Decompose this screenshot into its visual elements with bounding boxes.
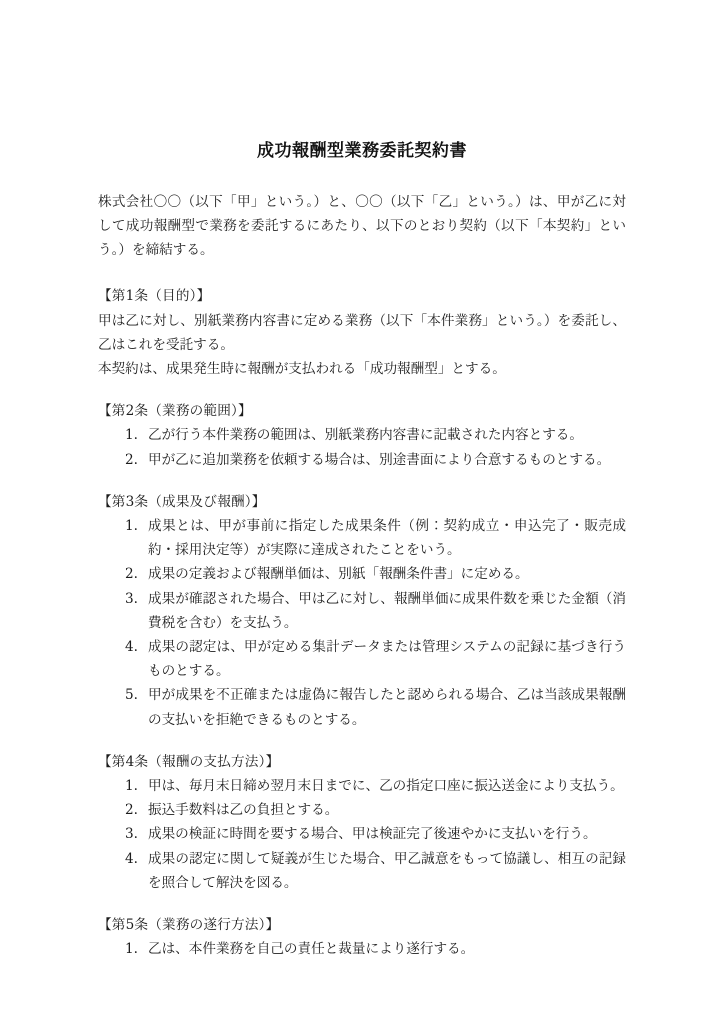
clause-number: 1. [125,427,138,444]
clause-item [98,448,626,472]
clause-item [98,635,626,683]
clause-item [98,423,626,447]
page-title: 成功報酬型業務委託契約書 [257,141,467,161]
clause-number: 3. [125,826,138,843]
clause-text: 振込手数料は乙の負担とする。 [148,802,339,819]
clause-item [98,587,626,635]
article-3 [98,490,626,732]
clause-item [98,798,626,822]
clause-item [98,514,626,562]
clause-number: 4. [125,639,138,656]
clause-item [98,683,626,731]
clause-number: 3. [125,590,138,607]
document-body [98,164,626,962]
article-1-heading: 【第1条（目的）】 [98,288,211,305]
clause-item [98,937,626,961]
article-2-clause-list [98,423,626,471]
clause-number: 1. [125,778,138,795]
clause-item [98,847,626,895]
article-1 [98,284,626,381]
clause-item [98,774,626,798]
clause-text: 甲は、毎月末日締め翌月末日までに、乙の指定口座に振込送金により支払う。 [148,778,624,795]
clause-number: 5. [125,687,138,704]
article-3-heading: 【第3条（成果及び報酬）】 [98,493,266,510]
article-4 [98,750,626,895]
clause-number: 4. [125,850,138,867]
article-2 [98,399,626,472]
preamble-paragraph: 株式会社〇〇（以下「甲」という。）と、〇〇（以下「乙」という。）は、甲が乙に対して成功報酬型で業務を委託するにあたり、以下のとおり契約（以下「本契約」という。）を締結する。 [98,193,626,259]
clause-number: 1. [125,518,138,535]
article-5-heading: 【第5条（業務の遂行方法）】 [98,917,280,934]
clause-text: 乙が行う本件業務の範囲は、別紙業務内容書に記載された内容とする。 [148,427,583,444]
clause-text: 甲が成果を不正確または虚偽に報告したと認められる場合、乙は当該成果報酬の支払いを拒絶できるものとする。 [148,687,626,728]
clause-number: 2. [125,566,138,583]
article-4-heading: 【第4条（報酬の支払方法）】 [98,753,280,770]
article-1-paragraph-1: 甲は乙に対し、別紙業務内容書に定める業務（以下「本件業務」という。）を委託し、乙はこれを受託する。 [98,312,626,353]
clause-text: 成果の認定に関して疑義が生じた場合、甲乙誠意をもって協議し、相互の記録を照合して解決を図る。 [148,850,626,891]
clause-number: 1. [125,941,138,958]
clause-text: 成果の検証に時間を要する場合、甲は検証完了後速やかに支払いを行う。 [148,826,597,843]
article-5-clause-list [98,937,626,961]
article-1-paragraph-2: 本契約は、成果発生時に報酬が支払われる「成功報酬型」とする。 [98,361,506,378]
clause-number: 2. [125,802,138,819]
clause-text: 甲が乙に追加業務を依頼する場合は、別途書面により合意するものとする。 [148,451,611,468]
clause-text: 成果の定義および報酬単価は、別紙「報酬条件書」に定める。 [148,566,529,583]
article-2-heading: 【第2条（業務の範囲）】 [98,403,252,420]
article-3-clause-list [98,514,626,732]
clause-text: 成果とは、甲が事前に指定した成果条件（例：契約成立・申込完了・販売成約・採用決定等）が実際に達成されたことをいう。 [148,518,626,559]
clause-text: 乙は、本件業務を自己の責任と裁量により遂行する。 [148,941,475,958]
clause-item [98,822,626,846]
clause-item [98,562,626,586]
clause-number: 2. [125,451,138,468]
clause-text: 成果が確認された場合、甲は乙に対し、報酬単価に成果件数を乗じた金額（消費税を含む）を支払う。 [148,590,626,631]
article-5 [98,913,626,961]
article-4-clause-list [98,774,626,895]
clause-text: 成果の認定は、甲が定める集計データまたは管理システムの記録に基づき行うものとする。 [148,639,626,680]
